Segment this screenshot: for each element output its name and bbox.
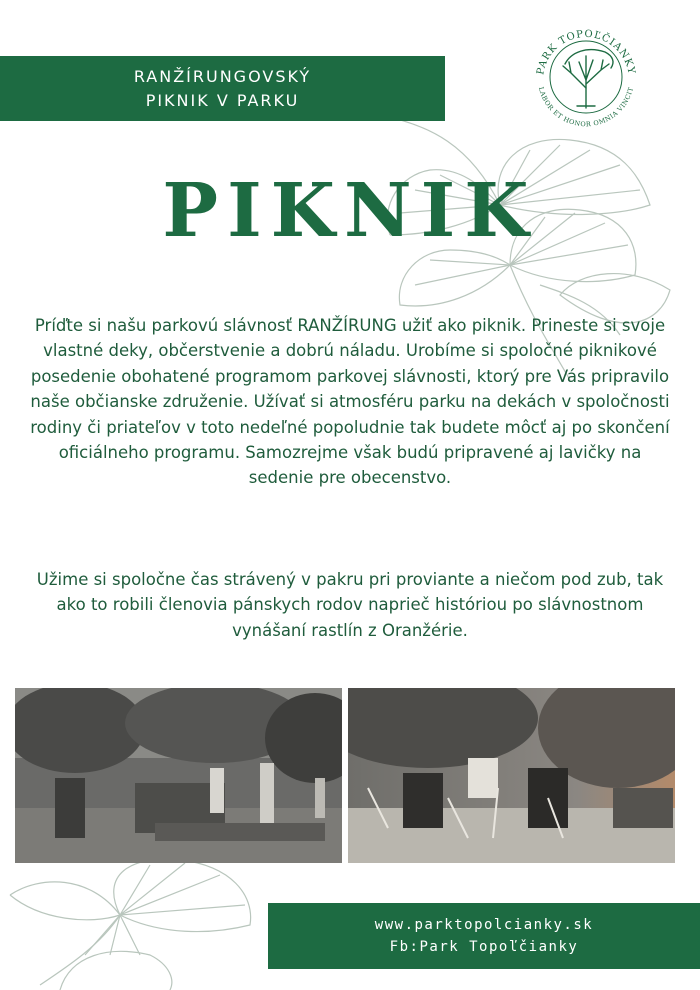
website-link[interactable]: www.parktopolcianky.sk (374, 917, 594, 933)
banner-line-1: RANŽÍRUNGOVSKÝ (133, 66, 312, 86)
facebook-link[interactable]: Fb:Park Topoľčianky (389, 939, 579, 955)
tree-icon (563, 50, 613, 108)
park-logo (527, 18, 645, 136)
contact-box (268, 903, 700, 969)
event-title-banner (0, 56, 445, 121)
historical-picnic-photo (348, 688, 675, 863)
banner-line-2: PIKNIK V PARKU (145, 90, 300, 110)
ginkgo-leaves-decoration-bottom (0, 855, 270, 990)
svg-text:PARK TOPOĽČIANKY: PARK TOPOĽČIANKY (535, 28, 637, 76)
historical-garden-photo (15, 688, 342, 863)
closing-paragraph: Užime si spoločne čas strávený v pakru pri proviante a niečom pod zub, tak ako to robili členovia pánskych rodov naprieč históriou po slávnostnom vynášaní rastlín z Oranžérie. (36, 570, 664, 640)
page-title: PIKNIK (162, 168, 538, 254)
intro-paragraph: Príďte si našu parkovú slávnosť RANŽÍRUNG užiť ako piknik. Prineste si svoje vlastné deky, občerstvenie a dobrú náladu. Urobíme si spoločné piknikové posedenie obohatené programom parkovej slávnosti, ktorý pre Vás pripravilo naše občianske združenie. Užívať si atmosféru parku na dekách v spoločnosti rodiny či priateľov v toto nedeľné popoludnie tak budete môcť aj po skončení oficiálneho programu. Samozrejme však budú pripravené aj lavičky na sedenie pre obecenstvo. (30, 316, 670, 488)
svg-text:LABOR ET HONOR OMNIA VINCIT: LABOR ET HONOR OMNIA VINCIT (536, 86, 636, 129)
